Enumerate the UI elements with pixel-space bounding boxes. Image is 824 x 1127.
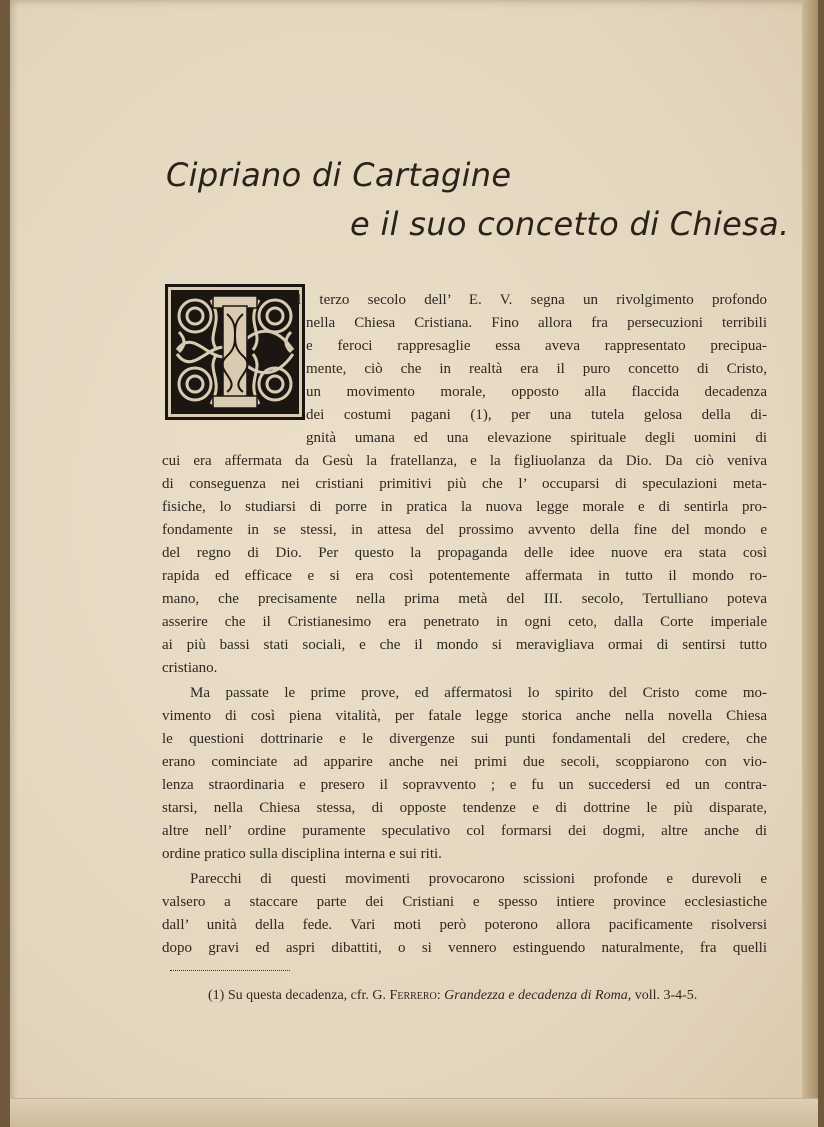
body-line-21: erano cominciate ad apparire anche nei primi due secoli, scoppiarono con vio- [162, 754, 767, 770]
body-line-28: dall’ unità della fede. Vari moti però poterono allora pacificamente risolversi [162, 917, 767, 933]
footnote-suffix: voll. 3-4-5. [631, 988, 698, 1003]
body-line-2: nella Chiesa Cristiana. Fino allora fra persecuzioni terribili [306, 315, 767, 331]
body-line-16: ai più bassi stati sociali, e che il mondo si meravigliava ormai di sentirsi tutto [162, 637, 767, 653]
page-bottom-edge [10, 1098, 818, 1127]
body-line-12: del regno di Dio. Per questo la propaganda delle idee nuove era stata così [162, 545, 767, 561]
body-line-1: l terzo secolo dell’ E. V. segna un rivolgimento profondo [297, 292, 767, 308]
ornamental-initial-I-icon [165, 284, 305, 420]
page-gutter [802, 0, 818, 1127]
body-line-8: cui era affermata da Gesù la fratellanza, e la figliuolanza da Dio. Da ciò veniva [162, 453, 767, 469]
body-line-29: dopo gravi ed aspri dibattiti, o si vennero estinguendo naturalmente, fra quelli [162, 940, 767, 956]
body-line-5: un movimento morale, opposto alla flaccida decadenza [306, 384, 767, 400]
body-line-22: lenza straordinaria e presero il sopravvento ; e fu un succedersi ed un contra- [162, 777, 767, 793]
footnote-work: Grandezza e decadenza di Roma, [444, 988, 632, 1003]
footnote-prefix: (1) Su questa decadenza, cfr. G. [208, 988, 390, 1003]
body-line-6: dei costumi pagani (1), per una tutela gelosa della di- [306, 407, 767, 423]
book-page [10, 0, 818, 1127]
body-line-20: le questioni dottrinarie e le divergenze sui punti fondamentali del credere, che [162, 731, 767, 747]
body-line-11: fondamente in se stessi, in attesa del prossimo avvento della fine del mondo e [162, 522, 767, 538]
body-line-23: starsi, nella Chiesa stessa, di opposte tendenze e di dottrine le più disparate, [162, 800, 767, 816]
body-line-4: mente, ciò che in realtà era il puro concetto di Cristo, [306, 361, 767, 377]
body-line-3: e feroci rappresaglie essa aveva rappresentato precipua- [306, 338, 767, 354]
footnote-rule [170, 970, 290, 971]
title-line-1: Cipriano di Cartagine [166, 156, 512, 194]
body-line-18: Ma passate le prime prove, ed affermatosi lo spirito del Cristo come mo- [190, 685, 767, 701]
footnote [208, 988, 697, 1004]
body-line-17: cristiano. [162, 660, 218, 676]
body-line-14: mano, che precisamente nella prima metà del III. secolo, Tertulliano poteva [162, 591, 767, 607]
body-line-7: gnità umana ed una elevazione spirituale degli uomini di [306, 430, 767, 446]
body-line-10: fisiche, lo studiarsi di porre in pratica la nuova legge morale e di sentirla pro- [162, 499, 767, 515]
body-line-15: asserire che il Cristianesimo era penetrato in ogni ceto, dalla Corte imperiale [162, 614, 767, 630]
body-line-19: vimento di così piena vitalità, per fatale legge storica anche nella novella Chiesa [162, 708, 767, 724]
body-line-9: di conseguenza nei cristiani primitivi più che l’ occuparsi di speculazioni meta- [162, 476, 767, 492]
footnote-author: Ferrero: [389, 988, 441, 1003]
body-line-24: altre nell’ ordine puramente speculativo col formarsi dei dogmi, altre anche di [162, 823, 767, 839]
title-line-2: e il suo concetto di Chiesa. [350, 205, 790, 243]
body-line-13: rapida ed efficace e si era così potentemente affermata in tutto il mondo ro- [162, 568, 767, 584]
body-line-26: Parecchi di questi movimenti provocarono scissioni profonde e durevoli e [190, 871, 767, 887]
body-line-27: valsero a staccare parte dei Cristiani e spesso intiere province ecclesiastiche [162, 894, 767, 910]
body-line-25: ordine pratico sulla disciplina interna e sui riti. [162, 846, 442, 862]
